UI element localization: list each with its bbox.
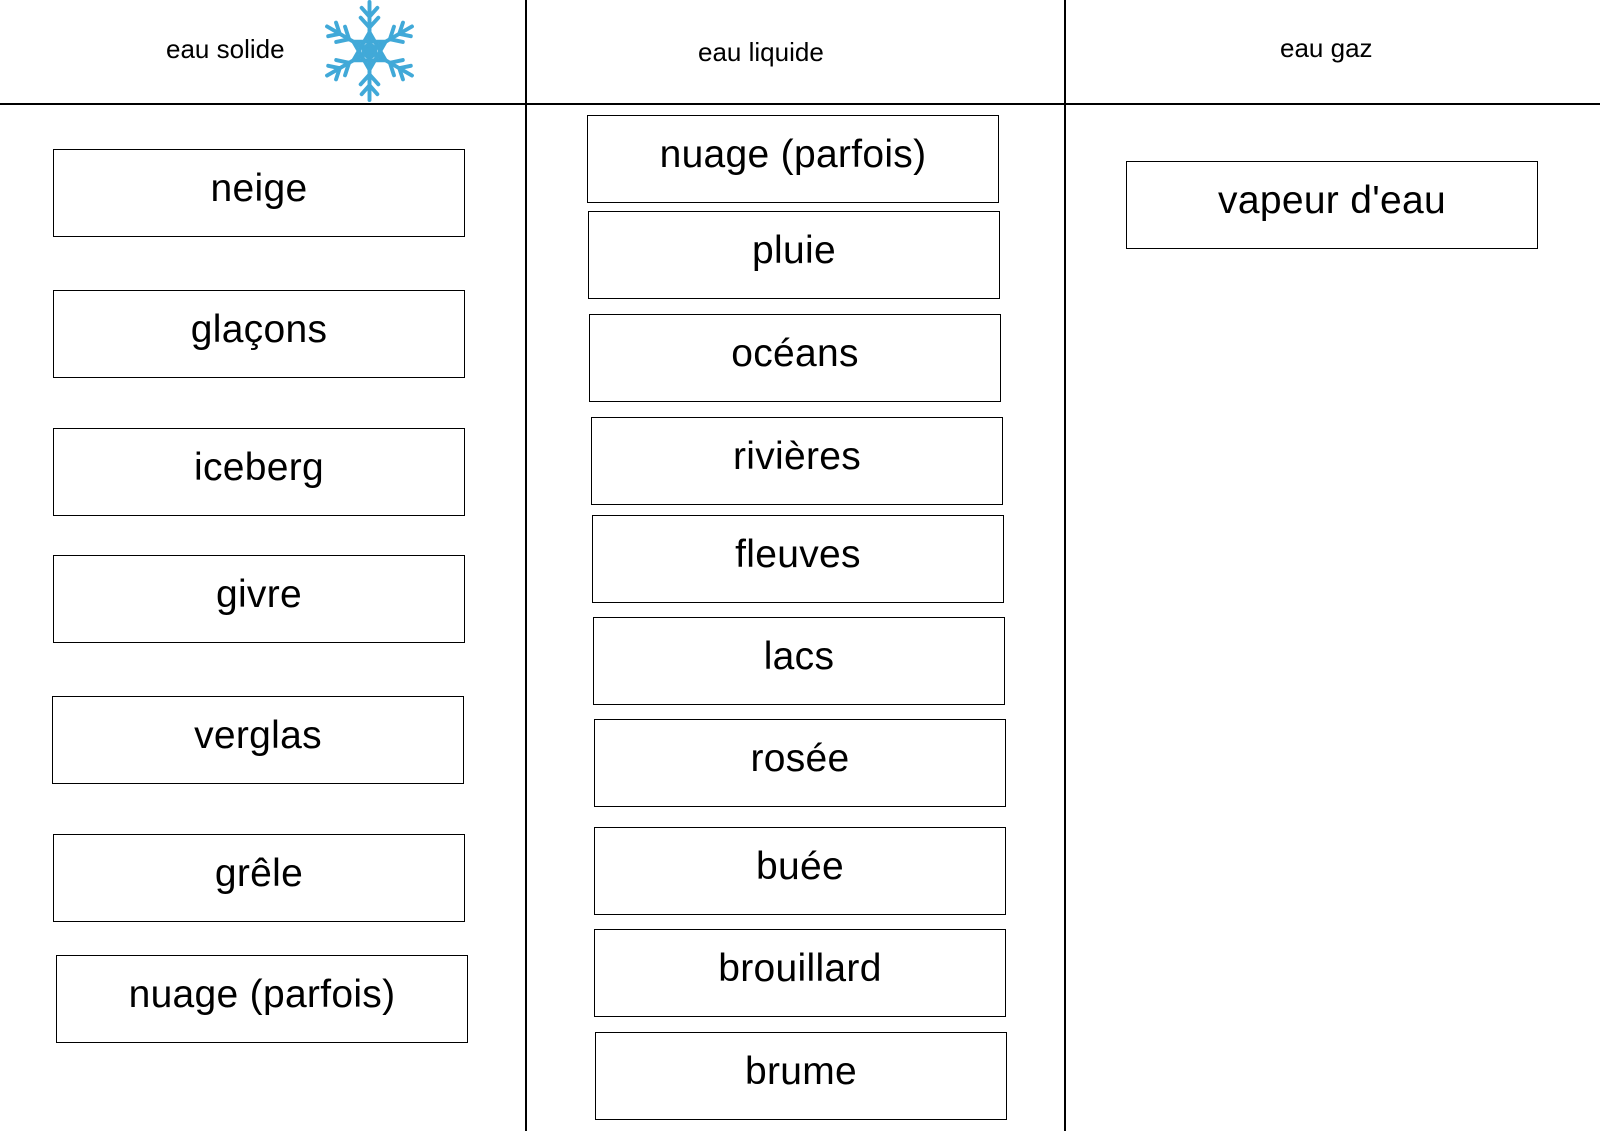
card-solid-givre[interactable]: givre <box>53 555 465 643</box>
card-solid-nuage[interactable]: nuage (parfois) <box>56 955 468 1043</box>
header-separator <box>0 103 1600 105</box>
card-solid-iceberg[interactable]: iceberg <box>53 428 465 516</box>
card-solid-grele[interactable]: grêle <box>53 834 465 922</box>
card-liquid-pluie[interactable]: pluie <box>588 211 1000 299</box>
column-divider-left <box>525 0 527 1131</box>
card-liquid-fleuves[interactable]: fleuves <box>592 515 1004 603</box>
card-solid-neige[interactable]: neige <box>53 149 465 237</box>
card-solid-glacons[interactable]: glaçons <box>53 290 465 378</box>
card-solid-verglas[interactable]: verglas <box>52 696 464 784</box>
card-liquid-rosee[interactable]: rosée <box>594 719 1006 807</box>
card-liquid-buee[interactable]: buée <box>594 827 1006 915</box>
snowflake-icon <box>316 0 423 102</box>
card-liquid-lacs[interactable]: lacs <box>593 617 1005 705</box>
card-liquid-brouillard[interactable]: brouillard <box>594 929 1006 1017</box>
header-eau-gaz: eau gaz <box>1280 33 1373 63</box>
card-liquid-nuage[interactable]: nuage (parfois) <box>587 115 999 203</box>
column-divider-right <box>1064 0 1066 1131</box>
header-eau-liquide: eau liquide <box>698 37 824 67</box>
header-eau-solide: eau solide <box>166 34 285 64</box>
card-liquid-brume[interactable]: brume <box>595 1032 1007 1120</box>
card-liquid-oceans[interactable]: océans <box>589 314 1001 402</box>
card-liquid-rivieres[interactable]: rivières <box>591 417 1003 505</box>
card-gas-vapeur[interactable]: vapeur d'eau <box>1126 161 1538 249</box>
